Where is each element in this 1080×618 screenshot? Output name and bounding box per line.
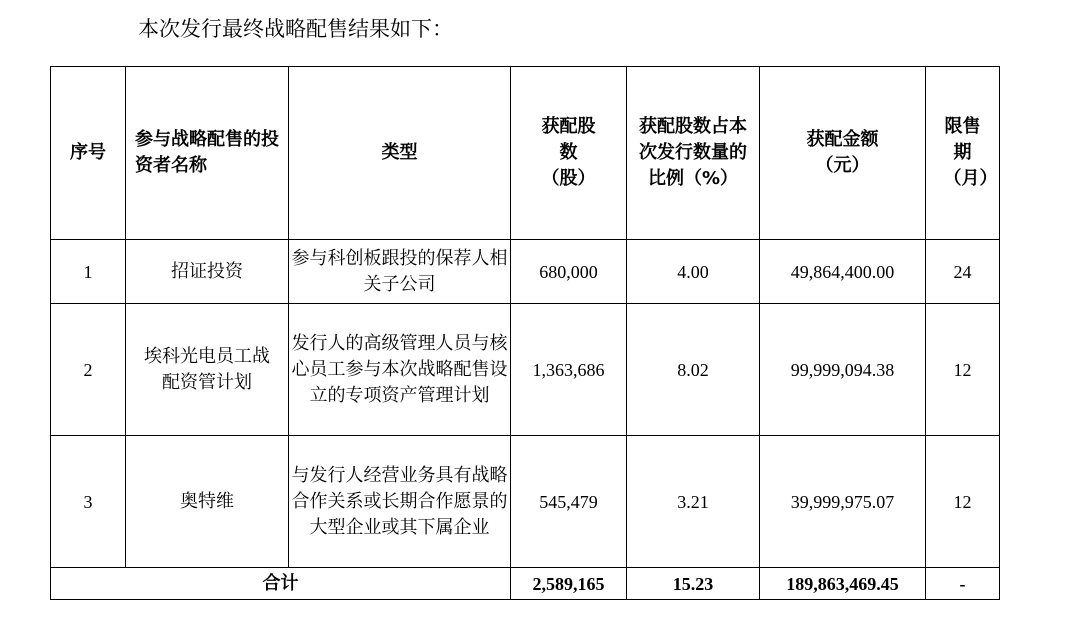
total-lockup: - xyxy=(926,568,1000,600)
total-label: 合计 xyxy=(51,568,511,600)
table-row xyxy=(51,436,1000,568)
row-seq: 2 xyxy=(51,304,126,436)
header-lockup: 限售期（月） xyxy=(926,67,1000,240)
row-seq: 3 xyxy=(51,436,126,568)
intro-text: 本次发行最终战略配售结果如下： xyxy=(138,17,453,41)
header-amount: 获配金额（元） xyxy=(760,67,926,240)
total-shares: 2,589,165 xyxy=(511,568,627,600)
row-ratio: 3.21 xyxy=(627,436,760,568)
row-type: 参与科创板跟投的保荐人相关子公司 xyxy=(289,240,511,304)
row-type: 与发行人经营业务具有战略合作关系或长期合作愿景的大型企业或其下属企业 xyxy=(289,436,511,568)
strategic-placement-table xyxy=(50,66,1000,600)
row-amount: 39,999,975.07 xyxy=(760,436,926,568)
row-lockup: 24 xyxy=(926,240,1000,304)
header-shares: 获配股数（股） xyxy=(511,67,627,240)
row-shares: 545,479 xyxy=(511,436,627,568)
row-investor: 奥特维 xyxy=(126,436,289,568)
header-type: 类型 xyxy=(289,67,511,240)
header-ratio: 获配股数占本次发行数量的比例（%） xyxy=(627,67,760,240)
table-row xyxy=(51,304,1000,436)
row-ratio: 8.02 xyxy=(627,304,760,436)
row-lockup: 12 xyxy=(926,436,1000,568)
row-shares: 1,363,686 xyxy=(511,304,627,436)
row-investor: 招证投资 xyxy=(126,240,289,304)
total-amount: 189,863,469.45 xyxy=(760,568,926,600)
row-shares: 680,000 xyxy=(511,240,627,304)
total-ratio: 15.23 xyxy=(627,568,760,600)
row-lockup: 12 xyxy=(926,304,1000,436)
row-amount: 99,999,094.38 xyxy=(760,304,926,436)
row-ratio: 4.00 xyxy=(627,240,760,304)
row-investor: 埃科光电员工战配资管计划 xyxy=(126,304,289,436)
header-row xyxy=(51,67,1000,240)
header-seq: 序号 xyxy=(51,67,126,240)
header-investor: 参与战略配售的投资者名称 xyxy=(126,67,289,240)
row-amount: 49,864,400.00 xyxy=(760,240,926,304)
table-row xyxy=(51,240,1000,304)
row-seq: 1 xyxy=(51,240,126,304)
total-row xyxy=(51,568,1000,600)
row-type: 发行人的高级管理人员与核心员工参与本次战略配售设立的专项资产管理计划 xyxy=(289,304,511,436)
